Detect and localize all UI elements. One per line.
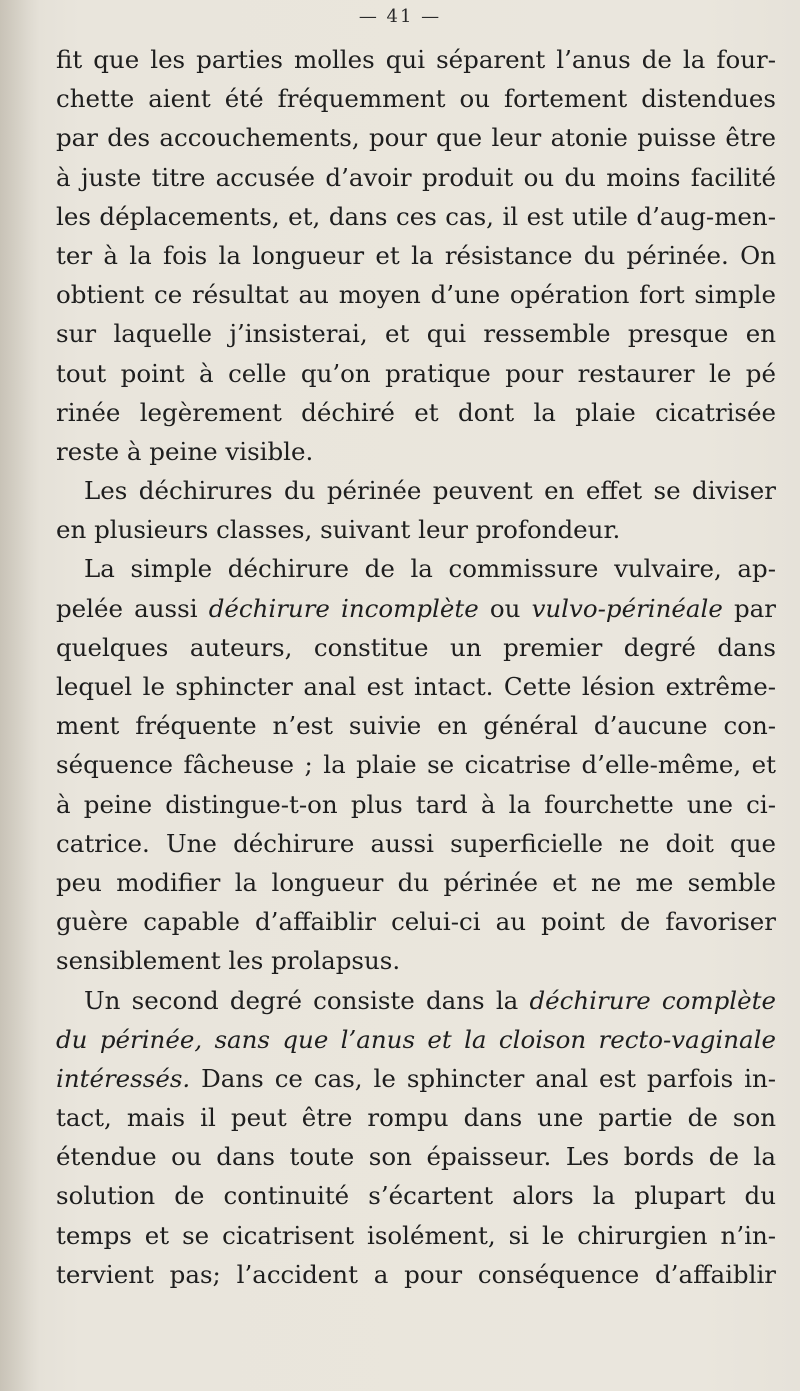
text-run: Un second degré consiste dans la bbox=[84, 985, 530, 1015]
italic-term: vulvo-périnéale bbox=[531, 593, 723, 623]
body-text bbox=[56, 40, 776, 1294]
text-line: chette aient été fréquemment ou fortement distendues bbox=[56, 84, 776, 114]
text-line: lequel le sphincter anal est intact. Cette lésion extrême- bbox=[56, 672, 776, 701]
text-line: ment fréquente n’est suivie en général d’aucune con- bbox=[56, 711, 776, 741]
text-line: à juste titre accusée d’avoir produit ou du moins facilité bbox=[56, 162, 776, 192]
text-line: tout point à celle qu’on pratique pour restaurer le pé bbox=[56, 358, 776, 388]
text-run: pelée aussi bbox=[56, 593, 209, 623]
italic-term: déchirure incomplète bbox=[208, 593, 479, 623]
text-line: tact, mais il peut être rompu dans une partie de son bbox=[56, 1103, 776, 1133]
italic-term: du périnée, sans que l’anus et la cloison recto-vaginale bbox=[56, 1024, 776, 1054]
text-line: séquence fâcheuse ; la plaie se cicatrise d’elle-même, et bbox=[56, 750, 776, 780]
text-line: reste à peine visible. bbox=[56, 436, 314, 466]
text-line: obtient ce résultat au moyen d’une opération fort simple bbox=[56, 280, 776, 310]
text-run: Dans ce cas, le sphincter anal est parfois in- bbox=[190, 1063, 776, 1093]
text-line: solution de continuité s’écartent alors la plupart du bbox=[56, 1181, 776, 1211]
text-line: les déplacements, et, dans ces cas, il est utile d’aug-men- bbox=[56, 201, 776, 231]
text-line: sensiblement les prolapsus. bbox=[56, 946, 401, 976]
text-line: étendue ou dans toute son épaisseur. Les bords de la bbox=[56, 1142, 776, 1172]
text-line: catrice. Une déchirure aussi superficielle ne doit que bbox=[56, 828, 776, 858]
text-line: en plusieurs classes, suivant leur profondeur. bbox=[56, 515, 621, 545]
text-line-mixed bbox=[56, 589, 776, 628]
text-line: par des accouchements, pour que leur atonie puisse être bbox=[56, 123, 776, 153]
page-number: — 41 — bbox=[358, 6, 442, 27]
text-line-mixed bbox=[56, 981, 776, 1020]
text-line: La simple déchirure de la commissure vulvaire, ap- bbox=[84, 554, 776, 584]
text-line: ter à la fois la longueur et la résistance du périnée. On bbox=[56, 240, 776, 270]
text-line: Les déchirures du périnée peuvent en effet se diviser bbox=[84, 476, 776, 506]
text-line: peu modifier la longueur du périnée et ne me semble bbox=[56, 867, 776, 897]
text-line: fit que les parties molles qui séparent l’anus de la four- bbox=[56, 45, 776, 74]
text-line: temps et se cicatrisent isolément, si le chirurgien n’in- bbox=[56, 1220, 776, 1250]
text-line: rinée legèrement déchiré et dont la plaie cicatrisée bbox=[56, 397, 776, 427]
italic-term: intéressés. bbox=[56, 1063, 191, 1093]
text-line: sur laquelle j’insisterai, et qui ressemble presque en bbox=[56, 319, 776, 349]
text-line: tervient pas; l’accident a pour conséquence d’affaiblir bbox=[56, 1259, 776, 1289]
text-run: ou bbox=[478, 593, 532, 623]
binding-shadow bbox=[0, 0, 40, 1391]
text-line: quelques auteurs, constitue un premier degré dans bbox=[56, 632, 776, 662]
italic-term: déchirure complète bbox=[529, 985, 776, 1015]
text-line-mixed bbox=[56, 1059, 776, 1098]
text-line: guère capable d’affaiblir celui-ci au point de favoriser bbox=[56, 907, 776, 937]
text-line: à peine distingue-t-on plus tard à la fourchette une ci- bbox=[56, 789, 776, 819]
text-run: par bbox=[722, 593, 776, 623]
text-line-mixed bbox=[56, 1020, 776, 1059]
